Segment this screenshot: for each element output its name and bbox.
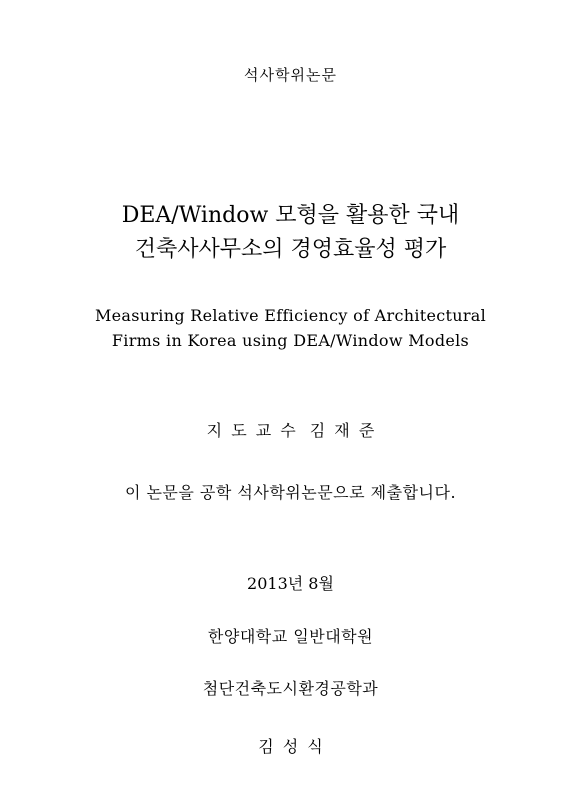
submission-statement: 이 논문을 공학 석사학위논문으로 제출합니다. <box>124 483 457 502</box>
english-title-line-1: Measuring Relative Efficiency of Architectural <box>94 306 487 325</box>
department-name: 첨단건축도시환경공학과 <box>202 679 379 698</box>
korean-title-line-1: DEA/Window 모형을 활용한 국내 <box>121 203 460 228</box>
english-title-line-2: Firms in Korea using DEA/Window Models <box>111 331 470 350</box>
advisor-line <box>0 418 581 441</box>
advisor-name: 김 재 준 <box>309 421 375 440</box>
advisor-label: 지 도 교 수 <box>206 421 296 440</box>
submission-date: 2013년 8월 <box>247 574 334 593</box>
university-name: 한양대학교 일반대학원 <box>207 627 374 646</box>
degree-type-label: 석사학위논문 <box>244 66 337 84</box>
author-name: 김 성 식 <box>258 737 323 756</box>
korean-title-line-2: 건축사사무소의 경영효율성 평가 <box>134 237 447 262</box>
